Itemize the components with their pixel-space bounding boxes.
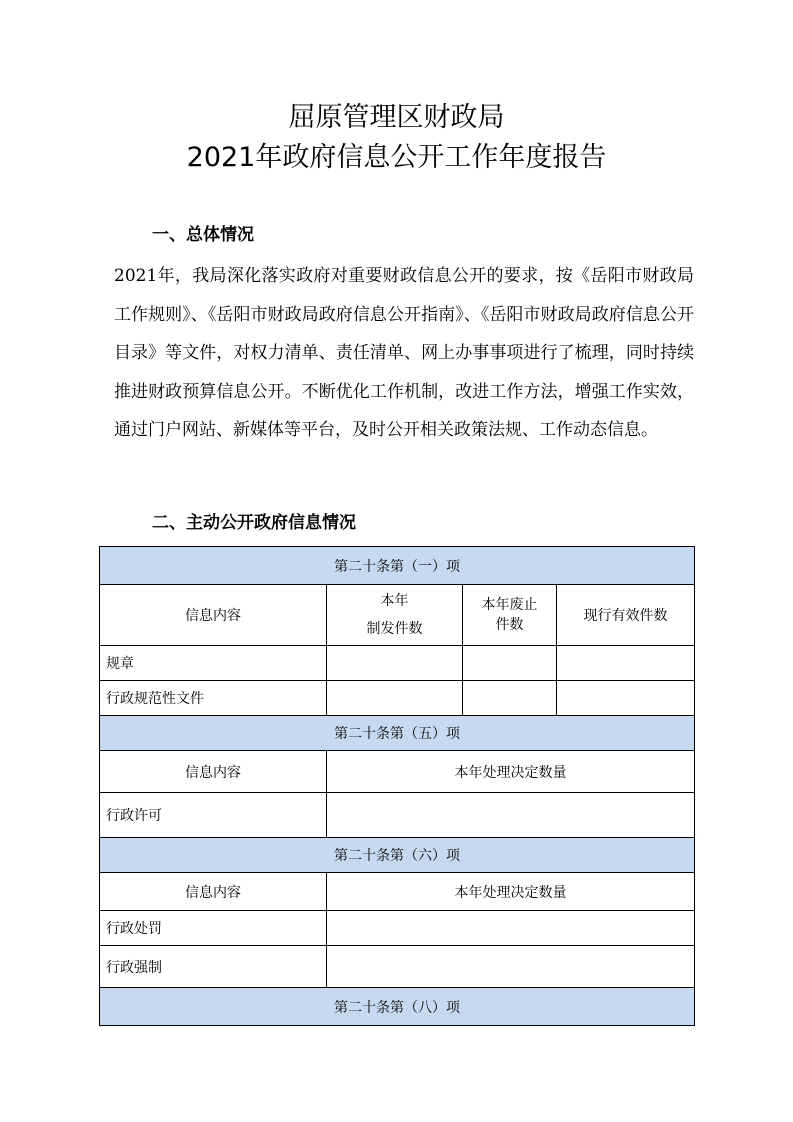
table-cell (463, 646, 557, 681)
item1-col-issued (327, 585, 463, 646)
item6-header-row (100, 838, 695, 873)
row-label-normative-documents: 行政规范性文件 (100, 681, 327, 716)
table-row (100, 793, 695, 838)
table-cell (327, 681, 463, 716)
table-cell (327, 793, 695, 838)
item1-col-issued-line1: 本年 (380, 593, 409, 609)
table-cell (327, 946, 695, 988)
table-row (100, 946, 695, 988)
item5-header: 第二十条第（五）项 (100, 716, 695, 751)
item5-header-row (100, 716, 695, 751)
item1-header: 第二十条第（一）项 (100, 547, 695, 585)
report-title-line2: 2021年政府信息公开工作年度报告 (186, 142, 607, 173)
item6-col-content: 信息内容 (100, 873, 327, 911)
item1-header-row (100, 547, 695, 585)
table-cell (327, 911, 695, 946)
section1-paragraph: 2021年，我局深化落实政府对重要财政信息公开的要求，按《岳阳市财政局工作规则》、《岳阳市财政局政府信息公开指南》、《岳阳市财政局政府信息公开目录》等文件，对权力清单、责任清单、网上办事事项进行了梳理，同时持续推进财政预算信息公开。不断优化工作机制，改进工作方法，增强工作实效，通过门户网站、新媒体等平台，及时公开相关政策法规、工作动态信息。 (114, 266, 694, 441)
item1-col-abolished-line1: 本年废止 (481, 597, 538, 613)
item5-col-count: 本年处理决定数量 (327, 751, 695, 793)
item5-column-header-row (100, 751, 695, 793)
item5-col-content: 信息内容 (100, 751, 327, 793)
item6-col-count: 本年处理决定数量 (327, 873, 695, 911)
item6-header: 第二十条第（六）项 (100, 838, 695, 873)
disclosure-table (99, 546, 695, 1026)
row-label-licensing: 行政许可 (100, 793, 327, 838)
table-row (100, 681, 695, 716)
table-cell (327, 646, 463, 681)
item8-header: 第二十条第（八）项 (100, 988, 695, 1026)
item8-header-row (100, 988, 695, 1026)
report-title-line1: 屈原管理区财政局 (288, 102, 505, 133)
row-label-penalty: 行政处罚 (100, 911, 327, 946)
table-cell (557, 646, 695, 681)
table-row (100, 911, 695, 946)
table-cell (557, 681, 695, 716)
section1-heading: 一、总体情况 (152, 225, 254, 245)
item1-column-header-row (100, 585, 695, 646)
table-cell (463, 681, 557, 716)
row-label-enforcement: 行政强制 (100, 946, 327, 988)
item1-col-abolished (463, 585, 557, 646)
item1-col-abolished-line2: 件数 (495, 617, 524, 633)
row-label-regulations: 规章 (100, 646, 327, 681)
item6-column-header-row (100, 873, 695, 911)
item1-col-content: 信息内容 (100, 585, 327, 646)
table-row (100, 646, 695, 681)
section2-heading: 二、主动公开政府信息情况 (152, 513, 356, 533)
item1-col-valid: 现行有效件数 (557, 585, 695, 646)
item1-col-issued-line2: 制发件数 (366, 621, 423, 637)
